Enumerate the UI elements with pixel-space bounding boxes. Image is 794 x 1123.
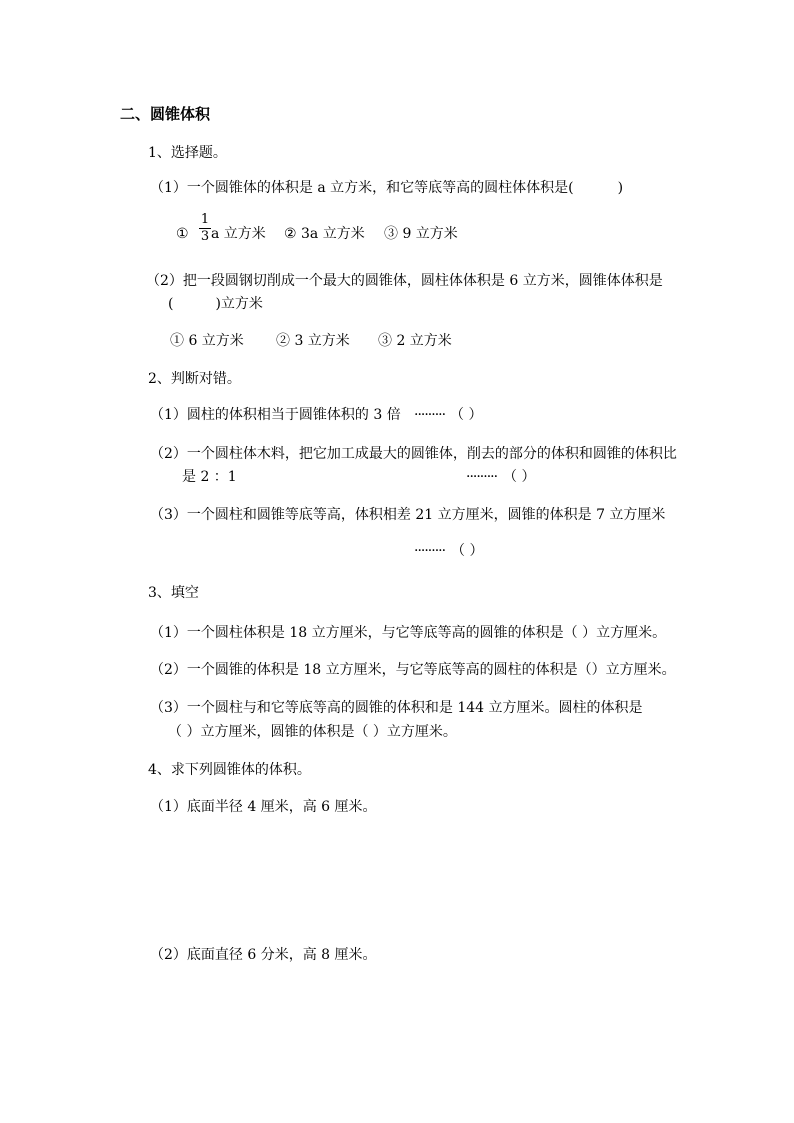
fill-q3-line2: （ ）立方厘米，圆锥的体积是（ ）立方厘米。 [168, 724, 457, 740]
judge-q2-line2: 是 2 ：1 [182, 469, 237, 485]
choice-q1-opt2: ② 3a 立方米 [284, 226, 365, 242]
judge-q3-dots: ········· [414, 543, 446, 559]
heading-fill: 3、填空 [148, 585, 199, 601]
judge-q2-line1: （2）一个圆柱体木料，把它加工成最大的圆锥体，削去的部分的体积和圆锥的体积比 [150, 446, 677, 462]
choice-q1-text: （1）一个圆锥体的体积是 a 立方米，和它等底等高的圆柱体体积是( [150, 180, 574, 196]
choice-q1-opt1-rest: a 立方米 [211, 226, 266, 242]
fraction-denominator: 3 [200, 229, 210, 244]
fraction-one-third [199, 212, 211, 245]
heading-calc: 4、求下列圆锥体的体积。 [148, 762, 311, 778]
fill-q1: （1）一个圆柱体积是 18 立方厘米，与它等底等高的圆锥的体积是（ ）立方厘米。 [150, 625, 667, 641]
judge-q3-line1: （3）一个圆柱和圆锥等底等高，体积相差 21 立方厘米，圆锥的体积是 7 立方厘米 [150, 507, 666, 523]
choice-q1-opt1-mark: ① [176, 226, 189, 242]
choice-q2-line2 [168, 294, 263, 314]
heading-choice: 1、选择题。 [148, 145, 227, 161]
judge-q1-dots: ········· [414, 407, 446, 423]
choice-q1 [150, 178, 623, 198]
judge-q3-answer: （ ） [451, 543, 484, 559]
choice-q2-opt1: ① 6 立方米 [170, 333, 244, 349]
fraction-numerator: 1 [200, 212, 210, 227]
calc-q1: （1）底面半径 4 厘米，高 6 厘米。 [150, 799, 377, 815]
choice-q1-close: ) [617, 180, 624, 196]
calc-q2: （2）底面直径 6 分米，高 8 厘米。 [150, 947, 377, 963]
judge-q2-answer: （ ） [503, 469, 536, 485]
fill-q3-line1: （3）一个圆柱与和它等底等高的圆锥的体积和是 144 立方厘米。圆柱的体积是 [150, 700, 643, 716]
choice-q2-opt2: ② 3 立方米 [276, 333, 350, 349]
heading-judge: 2、判断对错。 [148, 371, 241, 387]
choice-q1-opt3: ③ 9 立方米 [384, 226, 458, 242]
fill-q2: （2）一个圆锥的体积是 18 立方厘米，与它等底等高的圆柱的体积是（）立方厘米。 [150, 662, 676, 678]
judge-q2-dots: ········· [466, 469, 498, 485]
choice-q2-opt3: ③ 2 立方米 [378, 333, 452, 349]
choice-q2-line1: （2）把一段圆钢切削成一个最大的圆锥体，圆柱体体积是 6 立方米，圆锥体体积是 [146, 273, 663, 289]
choice-q2-open: ( [168, 296, 174, 312]
section-title: 二、圆锥体积 [120, 105, 211, 123]
judge-q1-answer: （ ） [450, 407, 483, 423]
choice-q2-unit: )立方米 [215, 296, 263, 312]
judge-q1-text: （1）圆柱的体积相当于圆锥体积的 3 倍 [150, 407, 401, 423]
